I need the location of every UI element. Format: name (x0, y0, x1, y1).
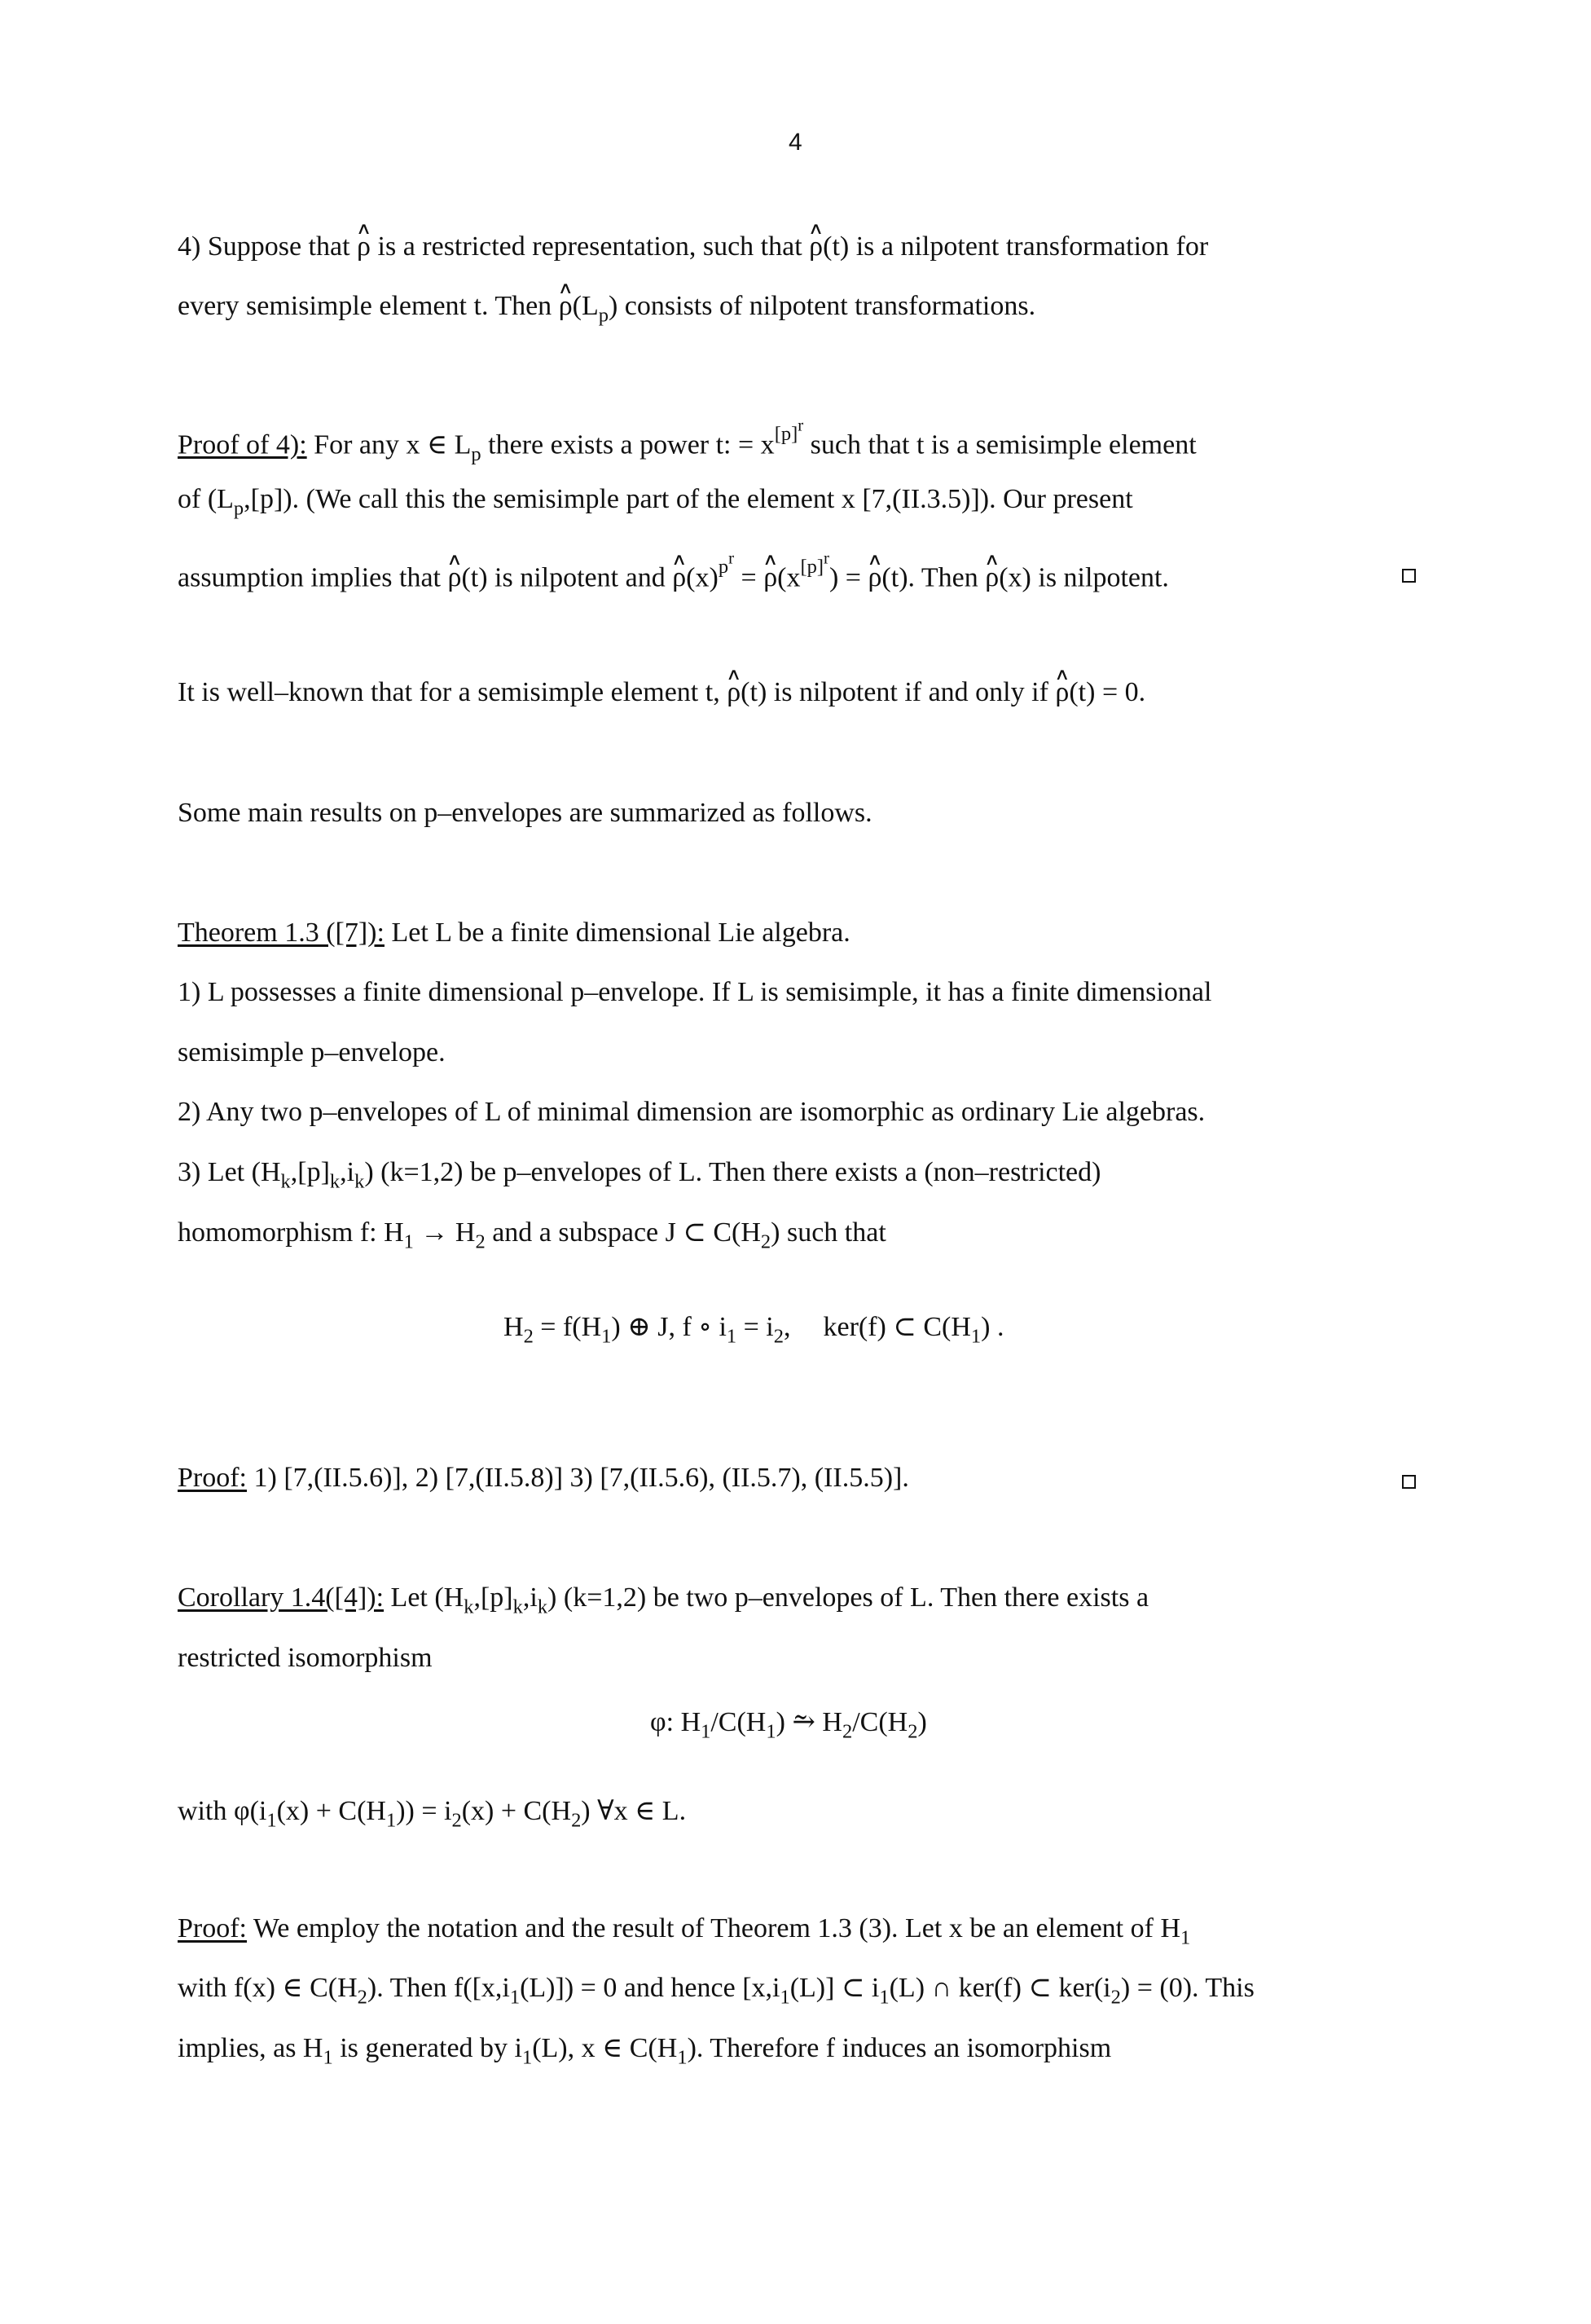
theorem-item1-line1: 1) L possesses a finite dimensional p–envelope. If L is semisimple, it has a finite dimensional (178, 977, 1212, 1007)
item4-line1: 4) Suppose that ∧ ρ is a restricted representation, such that ∧ ρ(t) is a nilpotent transformation for (178, 233, 1208, 261)
theorem-label: Theorem 1.3 ([7]): (178, 918, 385, 948)
proof14-line1: Proof: We employ the notation and the result of Theorem 1.3 (3). Let x be an element of $H_1$ (178, 1913, 1191, 1949)
qed-box (1402, 569, 1416, 583)
proof14-label: Proof: (178, 1913, 247, 1943)
corollary-line2: restricted isomorphism (178, 1643, 433, 1673)
proof4-line2: of $(L_p,[p])$. (We call this the semisimple part of the element x [7,(II.3.5)]). Our present (178, 484, 1133, 520)
corollary-line1: Corollary 1.4([4]): Let $(H_k,[p]_k,i_k)$ (k=1,2) be two p–envelopes of L. Then there exists a (178, 1582, 1149, 1618)
theorem-item3-line1: 3) Let $(H_k,[p]_k,i_k)$ (k=1,2) be p–envelopes of L. Then there exists a (non–restricted) (178, 1157, 1101, 1193)
proof14-line2: with f(x) ∈ $C(H_2)$. Then $f([x,i_1(L)]) = 0$ and hence $[x,i_1(L)]$ ⊂ $i_1(L)$ ∩ ker(f) ⊂ $ker(i_2) = (0)$. This (178, 1973, 1255, 2009)
wellknown-line: It is well–known that for a semisimple element t, ∧ ρ(t) is nilpotent if and only if ∧ ρ(t) = 0. (178, 679, 1145, 706)
isomorphism-arrow-icon: ⥲ (792, 1707, 815, 1737)
page-number: 4 (789, 129, 802, 156)
rho-hat-symbol: ∧ ρ (357, 233, 371, 261)
theorem-item2: 2) Any two p–envelopes of L of minimal dimension are isomorphic as ordinary Lie algebras. (178, 1097, 1206, 1127)
proof13-line: Proof: 1) [7,(II.5.6)], 2) [7,(II.5.8)] 3) [7,(II.5.6), (II.5.7), (II.5.5)]. (178, 1463, 909, 1493)
theorem-item1-line2: semisimple p–envelope. (178, 1037, 446, 1067)
corollary-with-line: with $\varphi(i_1(x) + C(H_1)) = i_2(x) + C(H_2)$ ∀x ∈ L. (178, 1796, 687, 1832)
proof13-label: Proof: (178, 1463, 247, 1493)
proof4-line1: Proof of 4): For any x ∈ $L_p$ there exists a power t: = $x^{[p]^r}$ such that t is a semisimple element (178, 416, 1197, 465)
proof14-line3: implies, as $H_1$ is generated by $i_1(L)$, x ∈ $C(H_1)$. Therefore f induces an isomorphism (178, 2033, 1112, 2069)
qed-box (1402, 1475, 1416, 1489)
proof4-line3: assumption implies that ∧ ρ(t) is nilpotent and ∧ $\rho(x)^{p^r}$ = ∧ $\rho(x^{[p]^r})$ = ∧ ρ(t). Then ∧ ρ(x) is nilpotent. (178, 559, 1169, 592)
item4-line2: every semisimple element t. Then ∧ $\rho(L_p)$ consists of nilpotent transformations. (178, 293, 1035, 320)
theorem-equation: $H_2 = f(H_1)$ ⊕ J, f ∘ $i_1 = i_2$, ker(f) ⊂ $C(H_1)$ . (503, 1312, 1004, 1348)
theorem-line: Theorem 1.3 ([7]): Let L be a finite dimensional Lie algebra. (178, 918, 850, 948)
summary-line: Some main results on p–envelopes are summarized as follows. (178, 798, 872, 828)
corollary-equation: φ: $H_1/C(H_1)$ ⥲ $H_2/C(H_2)$ (650, 1707, 927, 1743)
proof4-label: Proof of 4): (178, 429, 307, 460)
corollary-label: Corollary 1.4([4]): (178, 1582, 385, 1613)
theorem-item3-line2: homomorphism f: $H_1 \to H_2$ and a subspace J ⊂ $C(H_2)$ such that (178, 1217, 886, 1253)
